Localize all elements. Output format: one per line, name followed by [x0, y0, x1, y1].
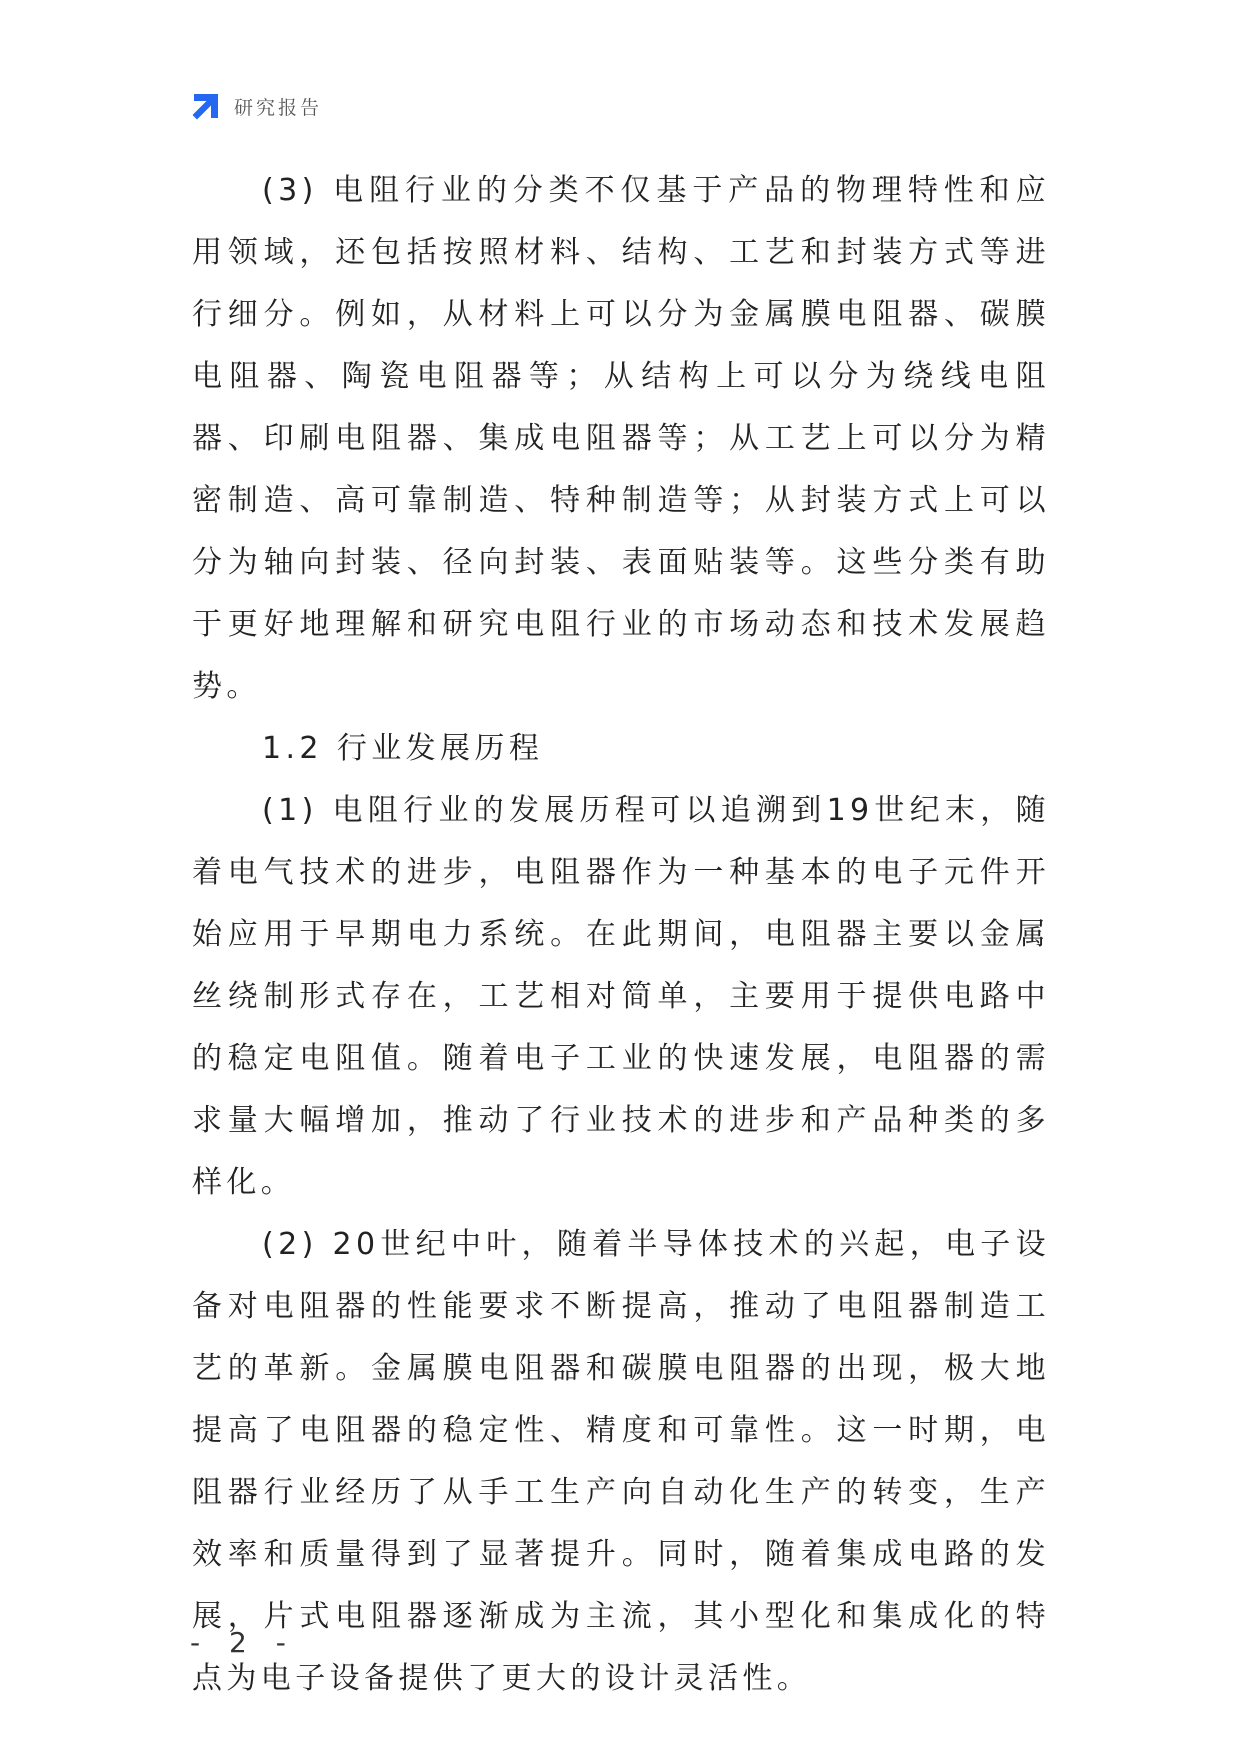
paragraph-history-20th-century: (2) 20世纪中叶，随着半导体技术的兴起，电子设备对电阻器的性能要求不断提高，推动了电阻器制造工艺的革新。金属膜电阻器和碳膜电阻器的出现，极大地提高了电阻器的稳定性、精度和可靠性。这一时期，电阻器行业经历了从手工生产向自动化生产的转变，生产效率和质量得到了显著提升。同时，随着集成电路的发展，片式电阻器逐渐成为主流，其小型化和集成化的特点为电子设备提供了更大的设计灵活性。 [192, 1227, 1050, 1696]
paragraph-classification: (3) 电阻行业的分类不仅基于产品的物理特性和应用领域，还包括按照材料、结构、工艺和封装方式等进行细分。例如，从材料上可以分为金属膜电阻器、碳膜电阻器、陶瓷电阻器等；从结构上可以分为绕线电阻器、印刷电阻器、集成电阻器等；从工艺上可以分为精密制造、高可靠制造、特种制造等；从封装方式上可以分为轴向封装、径向封装、表面贴装等。这些分类有助于更好地理解和研究电阻行业的市场动态和技术发展趋势。 [192, 173, 1050, 704]
page-number: - 2 - [190, 1626, 296, 1659]
paragraph-history-origin: (1) 电阻行业的发展历程可以追溯到19世纪末，随着电气技术的进步，电阻器作为一种基本的电子元件开始应用于早期电力系统。在此期间，电阻器主要以金属丝绕制形式存在，工艺相对简单，主要用于提供电路中的稳定电阻值。随着电子工业的快速发展，电阻器的需求量大幅增加，推动了行业技术的进步和产品种类的多样化。 [192, 793, 1050, 1200]
header-title: 研究报告 [234, 96, 323, 119]
arrow-up-right-icon [190, 90, 222, 122]
page-header [190, 88, 322, 124]
document-body [192, 160, 1050, 1710]
section-heading: 1.2 行业发展历程 [262, 731, 544, 766]
